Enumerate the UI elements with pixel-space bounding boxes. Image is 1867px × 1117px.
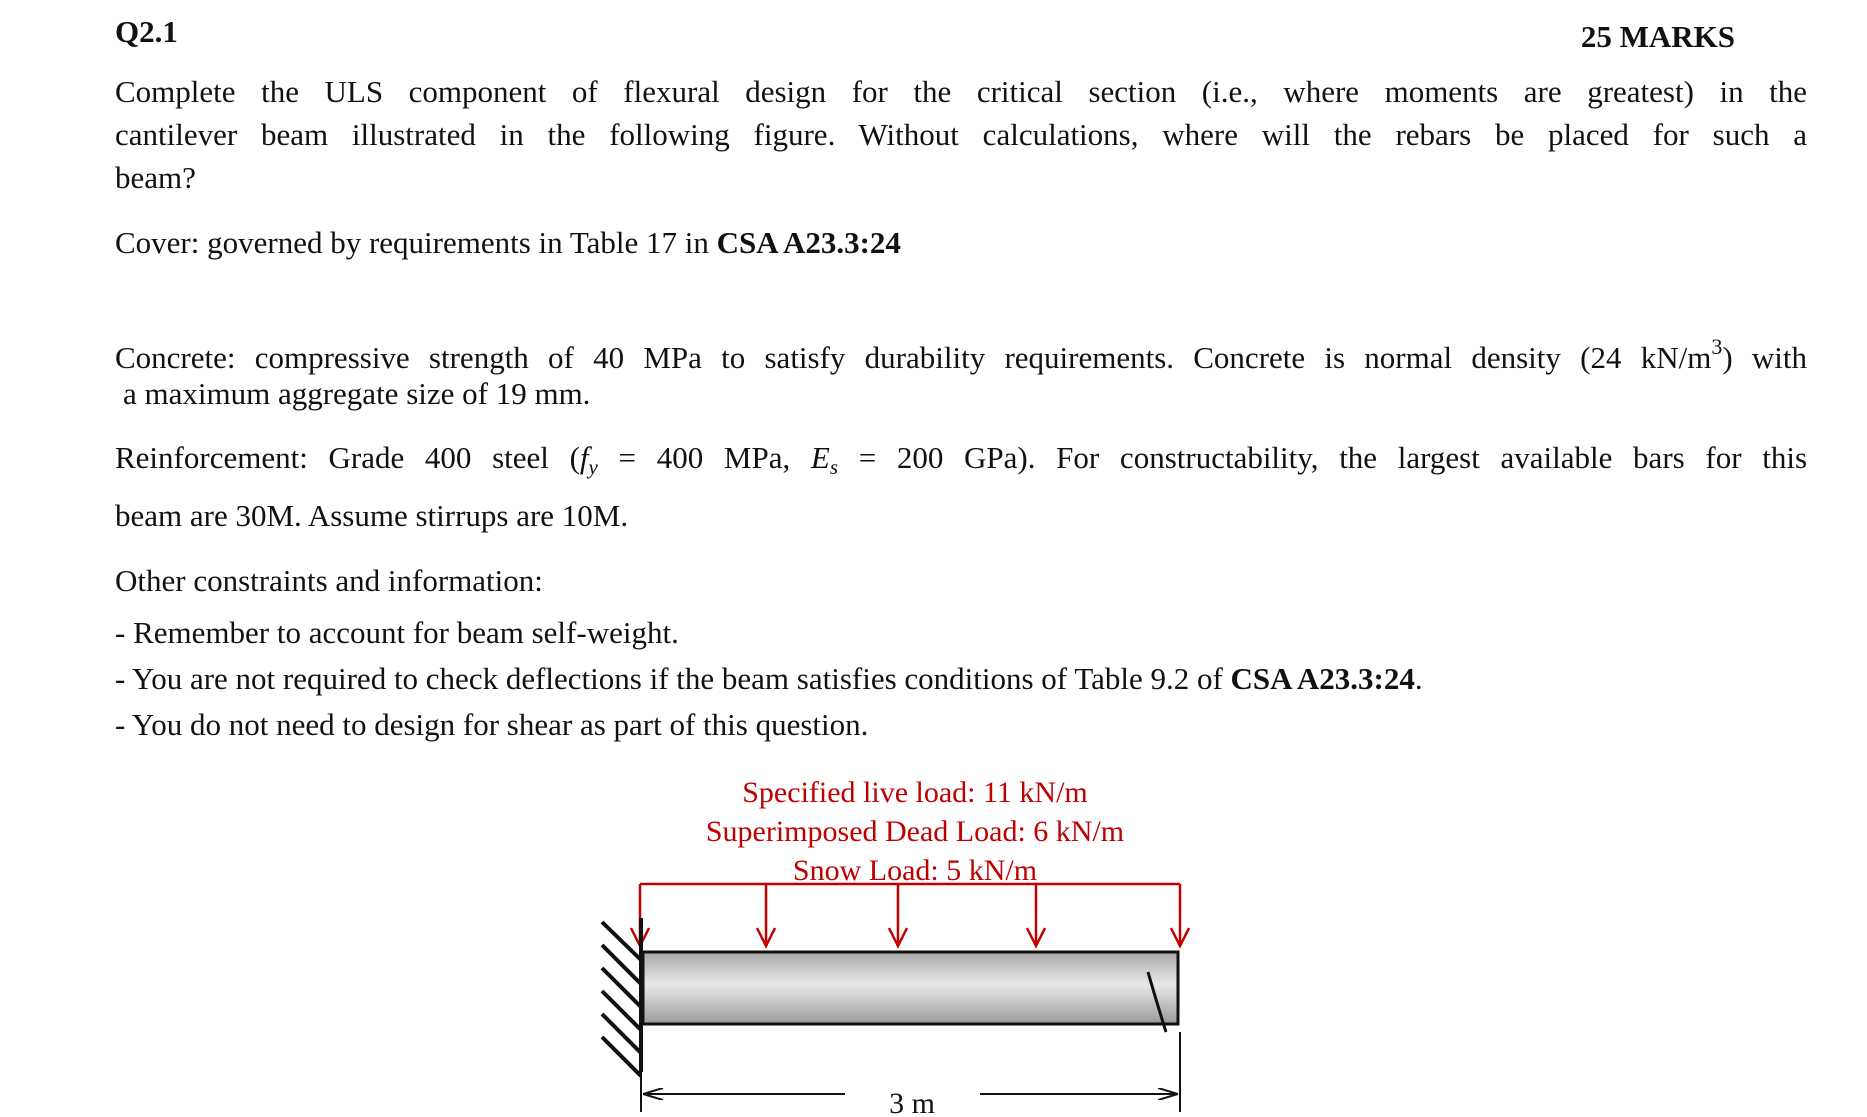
bullet-deflections-period: . [1414,661,1423,696]
fy-value: = 400 MPa, [597,440,811,475]
fixed-support [602,918,641,1076]
cover-code: CSA A23.3:24 [716,225,901,260]
load-arrow [1171,884,1189,946]
reinforcement-line-2: beam are 30M. Assume stirrups are 10M. [115,498,629,533]
dead-load-label: Superimposed Dead Load: 6 kN/m [705,815,1125,848]
bullet-deflections-text: - You are not required to check deflections if the beam satisfies conditions of Table 9.2 of [115,661,1231,696]
concrete-text: Concrete: compressive strength of 40 MPa to satisfy durability requirements. Concrete is normal density (24 kN/m [115,340,1712,375]
intro-line-1: Complete the ULS component of flexural design for the critical section (i.e., where moments are greatest) in the [115,74,1807,109]
concrete-line-2: a maximum aggregate size of 19 mm. [123,376,591,411]
intro-line-2: cantilever beam illustrated in the following figure. Without calculations, where will the rebars be placed for such a [115,117,1807,152]
concrete-text-end: ) with [1722,340,1807,375]
cubed-superscript: 3 [1711,334,1723,359]
load-arrow [757,884,775,946]
other-heading: Other constraints and information: [115,563,543,598]
question-number: Q2.1 [115,14,178,49]
intro-line-3: beam? [115,160,196,195]
bullet-shear: - You do not need to design for shear as part of this question. [115,707,869,742]
reinforcement-text: Reinforcement: Grade 400 steel ( [115,440,580,475]
es-symbol: $E_s$ [810,440,839,479]
load-arrow [889,884,907,946]
cover-text: Cover: governed by requirements in Table 17 in [115,225,717,260]
bullet-deflections-code: CSA A23.3:24 [1230,661,1415,696]
live-load-label: Specified live load: 11 kN/m [742,776,1088,809]
span-label: 3 m [889,1087,935,1117]
snow-load-label: Snow Load: 5 kN/m [792,854,1038,887]
beam [643,952,1178,1024]
load-arrow [1027,884,1045,946]
bullet-self-weight: - Remember to account for beam self-weight. [115,615,679,650]
fy-symbol: $f_y$ [579,440,598,479]
es-value: = 200 GPa). For constructability, the largest available bars for this [838,440,1808,475]
distributed-load [631,884,1189,946]
marks-label: 25 MARKS [1580,19,1735,54]
